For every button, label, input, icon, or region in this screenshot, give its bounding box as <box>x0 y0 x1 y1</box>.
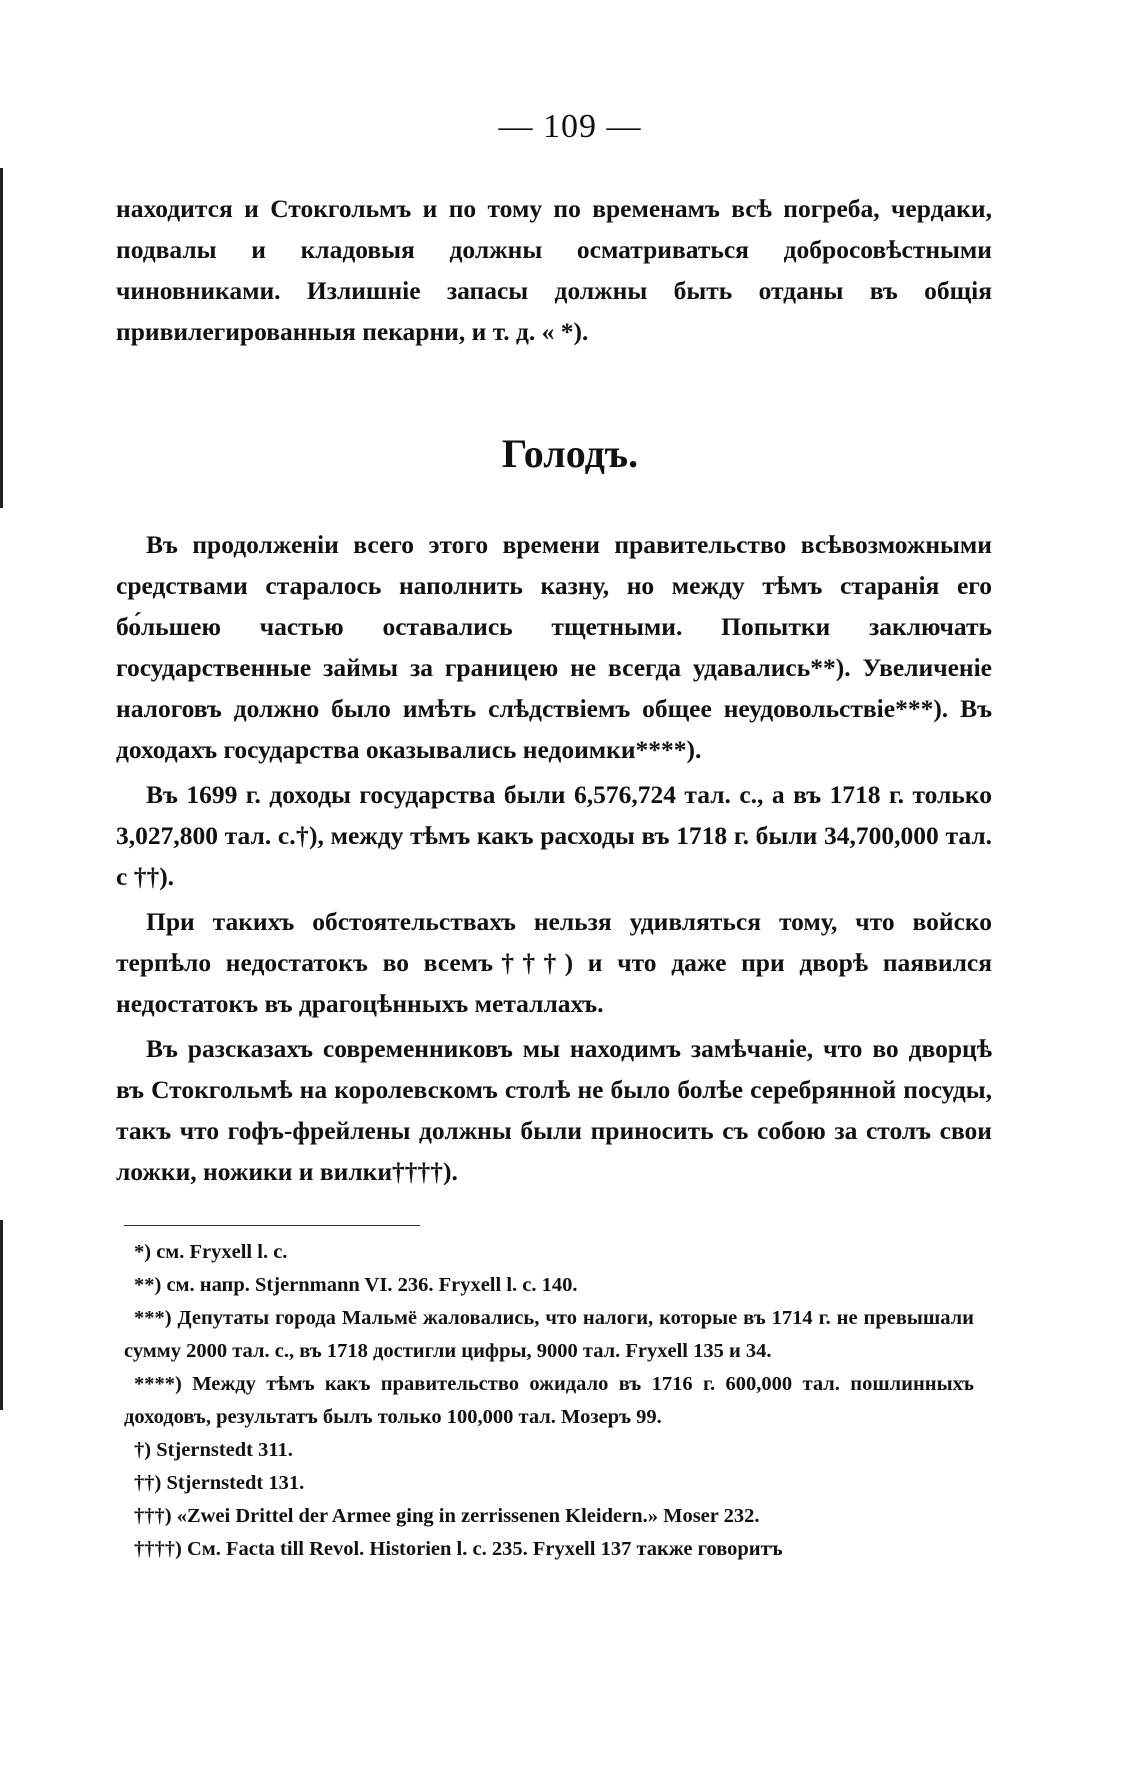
section-title: Голодъ. <box>501 431 639 476</box>
footnote: †††) «Zwei Drittel der Armee ging in zerrissenen Kleidern.» Moser 232. <box>134 1505 760 1527</box>
footnotes <box>124 1236 974 1566</box>
continuation-text <box>116 188 992 352</box>
page-number: — 109 — <box>498 108 642 145</box>
continuation-paragraph: находится и Стокгольмъ и по тому по временамъ всѣ погреба, чердаки, подвалы и кладовыя должны осматриваться добросовѣстными чиновниками. Излишніе запасы должны быть отданы въ общія привилегированныя пекарни, и т. д. « *). <box>116 194 992 346</box>
paragraph: Въ разсказахъ современниковъ мы находимъ замѣчаніе, что во дворцѣ въ Стокгольмѣ на королевскомъ столѣ не было болѣе серебрянной посуды, такъ что гофъ-фрейлены должны были приносить съ собою за столъ свои ложки, ножики и вилки††††). <box>116 1034 992 1186</box>
footnote: ***) Депутаты города Мальмё жаловались, что налоги, которые въ 1714 г. не превышали сумму 2000 тал. с., въ 1718 достигли цифры, 9000 тал. Fryxell 135 и 34. <box>124 1307 974 1362</box>
footnote: †) Stjernstedt 311. <box>134 1439 293 1461</box>
footnote: *) см. Fryxell l. c. <box>134 1241 288 1263</box>
footnote: ††††) См. Facta till Revol. Historien l. c. 235. Fryxell 137 также говоритъ <box>134 1538 783 1560</box>
main-text <box>116 524 992 1192</box>
footnote: ****) Между тѣмъ какъ правительство ожидало въ 1716 г. 600,000 тал. пошлинныхъ доходовъ, результатъ былъ только 100,000 тал. Мозеръ 99. <box>124 1373 974 1428</box>
paragraph: Въ 1699 г. доходы государства были 6,576,724 тал. с., а въ 1718 г. только 3,027,800 тал. с.†), между тѣмъ какъ расходы въ 1718 г. были 34,700,000 тал. с ††). <box>116 780 992 891</box>
page-edge-mark <box>0 1220 3 1410</box>
footnote: ††) Stjernstedt 131. <box>134 1472 305 1494</box>
footnote: **) см. напр. Stjernmann VI. 236. Fryxell l. c. 140. <box>134 1274 578 1296</box>
paragraph: При такихъ обстоятельствахъ нельзя удивляться тому, что войско терпѣло недостатокъ во всемъ†††) и что даже при дворѣ паявился недостатокъ въ драгоцѣнныхъ металлахъ. <box>116 907 992 1018</box>
paragraph: Въ продолженіи всего этого времени правительство всѣвозможными средствами старалось наполнить казну, но между тѣмъ старанія его бо́льшею частью оставались тщетными. Попытки заключать государственные займы за границею не всегда удавались**). Увеличеніе налоговъ должно было имѣть слѣдствіемъ общее неудовольствіе***). Въ доходахъ государства оказывались недоимки****). <box>116 530 992 764</box>
footnote-divider <box>124 1225 420 1226</box>
